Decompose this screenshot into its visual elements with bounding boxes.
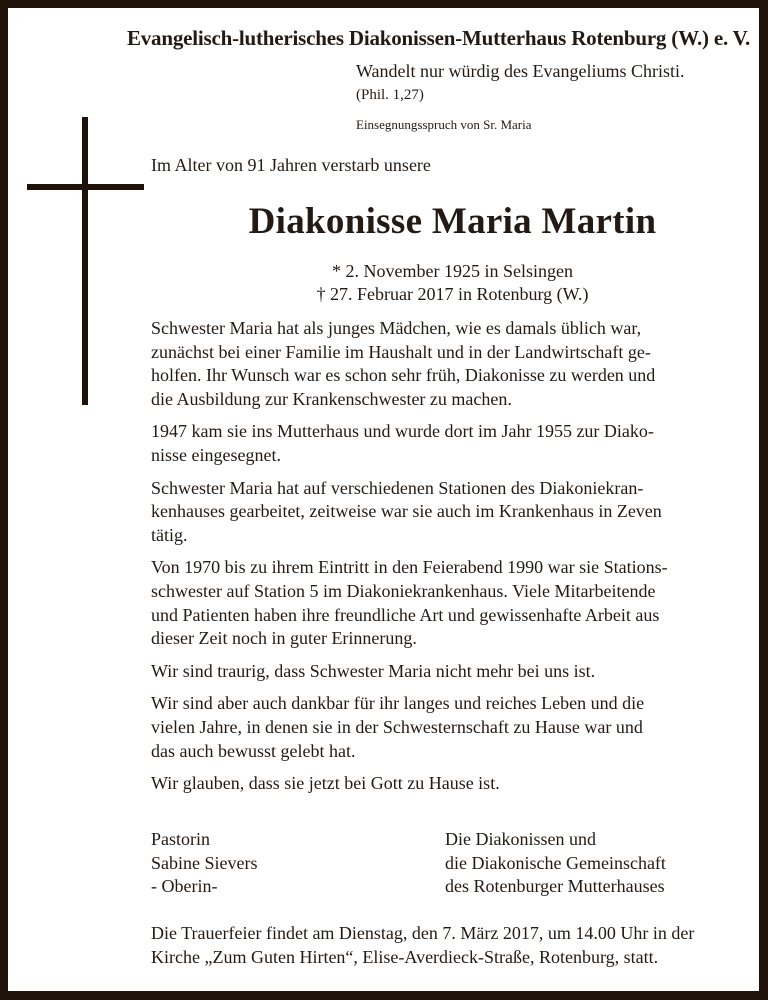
text-line: zunächst bei einer Familie im Haushalt und in der Landwirtschaft ge-	[151, 341, 651, 362]
text-line: tätig.	[151, 524, 188, 545]
verse-note: Einsegnungsspruch von Sr. Maria	[356, 117, 532, 132]
paragraph-sadness	[151, 660, 741, 684]
death-date: † 27. Februar 2017 in Rotenburg (W.)	[316, 284, 589, 304]
signature-right	[445, 828, 666, 899]
text-line: die Ausbildung zur Krankenschwester zu machen.	[151, 388, 512, 409]
text-line: Wir sind traurig, dass Schwester Maria nicht mehr bei uns ist.	[151, 660, 596, 681]
paragraph-faith	[151, 772, 741, 796]
text-line: das auch bewusst gelebt hat.	[151, 740, 356, 761]
text-line: Wir glauben, dass sie jetzt bei Gott zu Hause ist.	[151, 773, 500, 794]
text-line: vielen Jahre, in denen sie in der Schwesternschaft zu Hause war und	[151, 716, 643, 737]
funeral-line: Die Trauerfeier findet am Dienstag, den 7. März 2017, um 14.00 Uhr in der	[151, 923, 695, 943]
verse-reference: (Phil. 1,27)	[356, 87, 424, 103]
text-line: dieser Zeit noch in guter Erinnerung.	[151, 628, 417, 649]
text-line: kenhauses gearbeitet, zeitweise war sie auch im Krankenhaus in Zeven	[151, 501, 662, 522]
signature-role: - Oberin-	[151, 876, 218, 897]
text-line: und Patienten haben ihre freundliche Art und gewissenhafte Arbeit aus	[151, 604, 660, 625]
text-line: Wir sind aber auch dankbar für ihr langes und reiches Leben und die	[151, 693, 645, 714]
paragraph-head-nurse	[151, 556, 741, 650]
signature-title: Pastorin	[151, 829, 211, 849]
text-line: Schwester Maria hat auf verschiedenen Stationen des Diakoniekran-	[151, 477, 644, 498]
obituary-body	[151, 317, 741, 805]
funeral-line: Kirche „Zum Guten Hirten“, Elise-Averdieck-Straße, Rotenburg, statt.	[151, 947, 659, 967]
paragraph-early-life	[151, 317, 741, 411]
signature-line: des Rotenburger Mutterhauses	[445, 876, 665, 897]
paragraph-stations	[151, 477, 741, 548]
signature-name: Sabine Sievers	[151, 852, 258, 873]
text-line: nisse eingesegnet.	[151, 444, 281, 465]
life-dates	[140, 260, 765, 306]
text-line: Von 1970 bis zu ihrem Eintritt in den Feierabend 1990 war sie Stations-	[151, 557, 668, 578]
cross-horizontal-bar	[27, 184, 144, 190]
signature-line: Die Diakonissen und	[445, 829, 596, 849]
text-line: Schwester Maria hat als junges Mädchen, wie es damals üblich war,	[151, 318, 642, 338]
text-line: schwester auf Station 5 im Diakoniekrankenhaus. Viele Mitarbeitende	[151, 580, 656, 601]
deceased-name: Diakonisse Maria Martin	[248, 201, 657, 242]
signature-left	[151, 828, 257, 899]
text-line: 1947 kam sie ins Mutterhaus und wurde dort im Jahr 1955 zur Diako-	[151, 421, 654, 442]
bible-verse: Wandelt nur würdig des Evangeliums Christi.	[356, 61, 685, 81]
organization-header: Evangelisch-lutherisches Diakonissen-Mutterhaus Rotenburg (W.) e. V.	[126, 26, 750, 50]
funeral-notice	[151, 921, 751, 969]
paragraph-consecration	[151, 420, 741, 467]
cross-vertical-bar	[82, 117, 88, 405]
signature-line: die Diakonische Gemeinschaft	[445, 852, 666, 873]
text-line: holfen. Ihr Wunsch war es schon sehr früh, Diakonisse zu werden und	[151, 365, 656, 386]
paragraph-gratitude	[151, 692, 741, 763]
intro-text: Im Alter von 91 Jahren verstarb unsere	[151, 155, 431, 175]
birth-date: * 2. November 1925 in Selsingen	[332, 261, 573, 281]
